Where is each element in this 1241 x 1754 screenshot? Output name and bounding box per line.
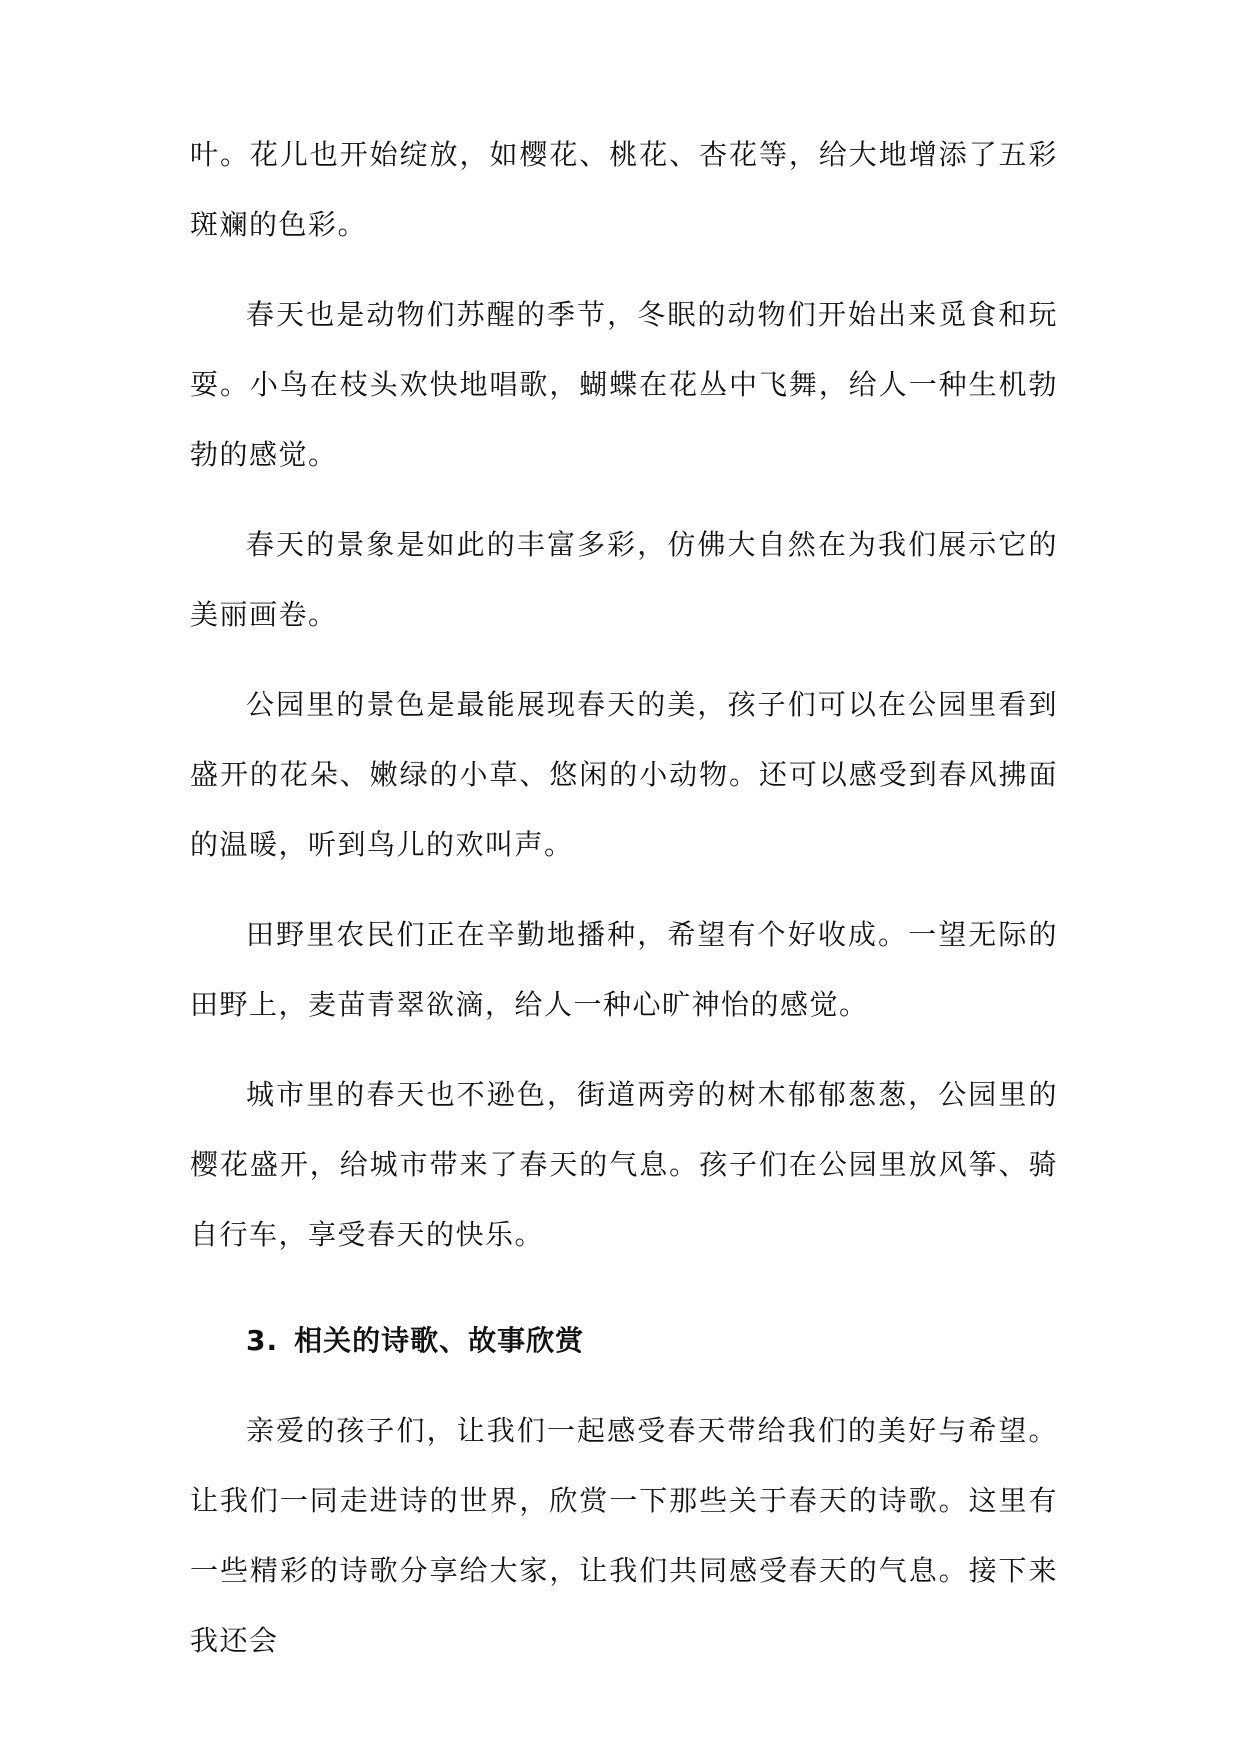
paragraph-animals: 春天也是动物们苏醒的季节，冬眠的动物们开始出来觅食和玩耍。小鸟在枝头欢快地唱歌，蝴蝶在花丛中飞舞，给人一种生机勃勃的感觉。 xyxy=(190,298,1058,471)
section-title: 相关的诗歌、故事欣赏 xyxy=(294,1324,585,1357)
section-number: 3. xyxy=(246,1324,279,1357)
section-heading xyxy=(190,1306,1058,1376)
paragraph-city: 城市里的春天也不逊色，街道两旁的树木郁郁葱葱，公园里的樱花盛开，给城市带来了春天的气息。孩子们在公园里放风筝、骑自行车，享受春天的快乐。 xyxy=(190,1078,1058,1251)
paragraph-poems-intro: 亲爱的孩子们，让我们一起感受春天带给我们的美好与希望。让我们一同走进诗的世界，欣赏一下那些关于春天的诗歌。这里有一些精彩的诗歌分享给大家，让我们共同感受春天的气息。接下来我还会 xyxy=(190,1414,1058,1657)
paragraph-park: 公园里的景色是最能展现春天的美，孩子们可以在公园里看到盛开的花朵、嫩绿的小草、悠闲的小动物。还可以感受到春风拂面的温暖，听到鸟儿的欢叫声。 xyxy=(190,688,1058,861)
document-page xyxy=(190,120,1058,1696)
paragraph-fields: 田野里农民们正在辛勤地播种，希望有个好收成。一望无际的田野上，麦苗青翠欲滴，给人一种心旷神怡的感觉。 xyxy=(190,918,1058,1021)
paragraph-continuation: 叶。花儿也开始绽放，如樱花、桃花、杏花等，给大地增添了五彩斑斓的色彩。 xyxy=(190,138,1058,241)
paragraph-scenery: 春天的景象是如此的丰富多彩，仿佛大自然在为我们展示它的美丽画卷。 xyxy=(190,528,1058,631)
